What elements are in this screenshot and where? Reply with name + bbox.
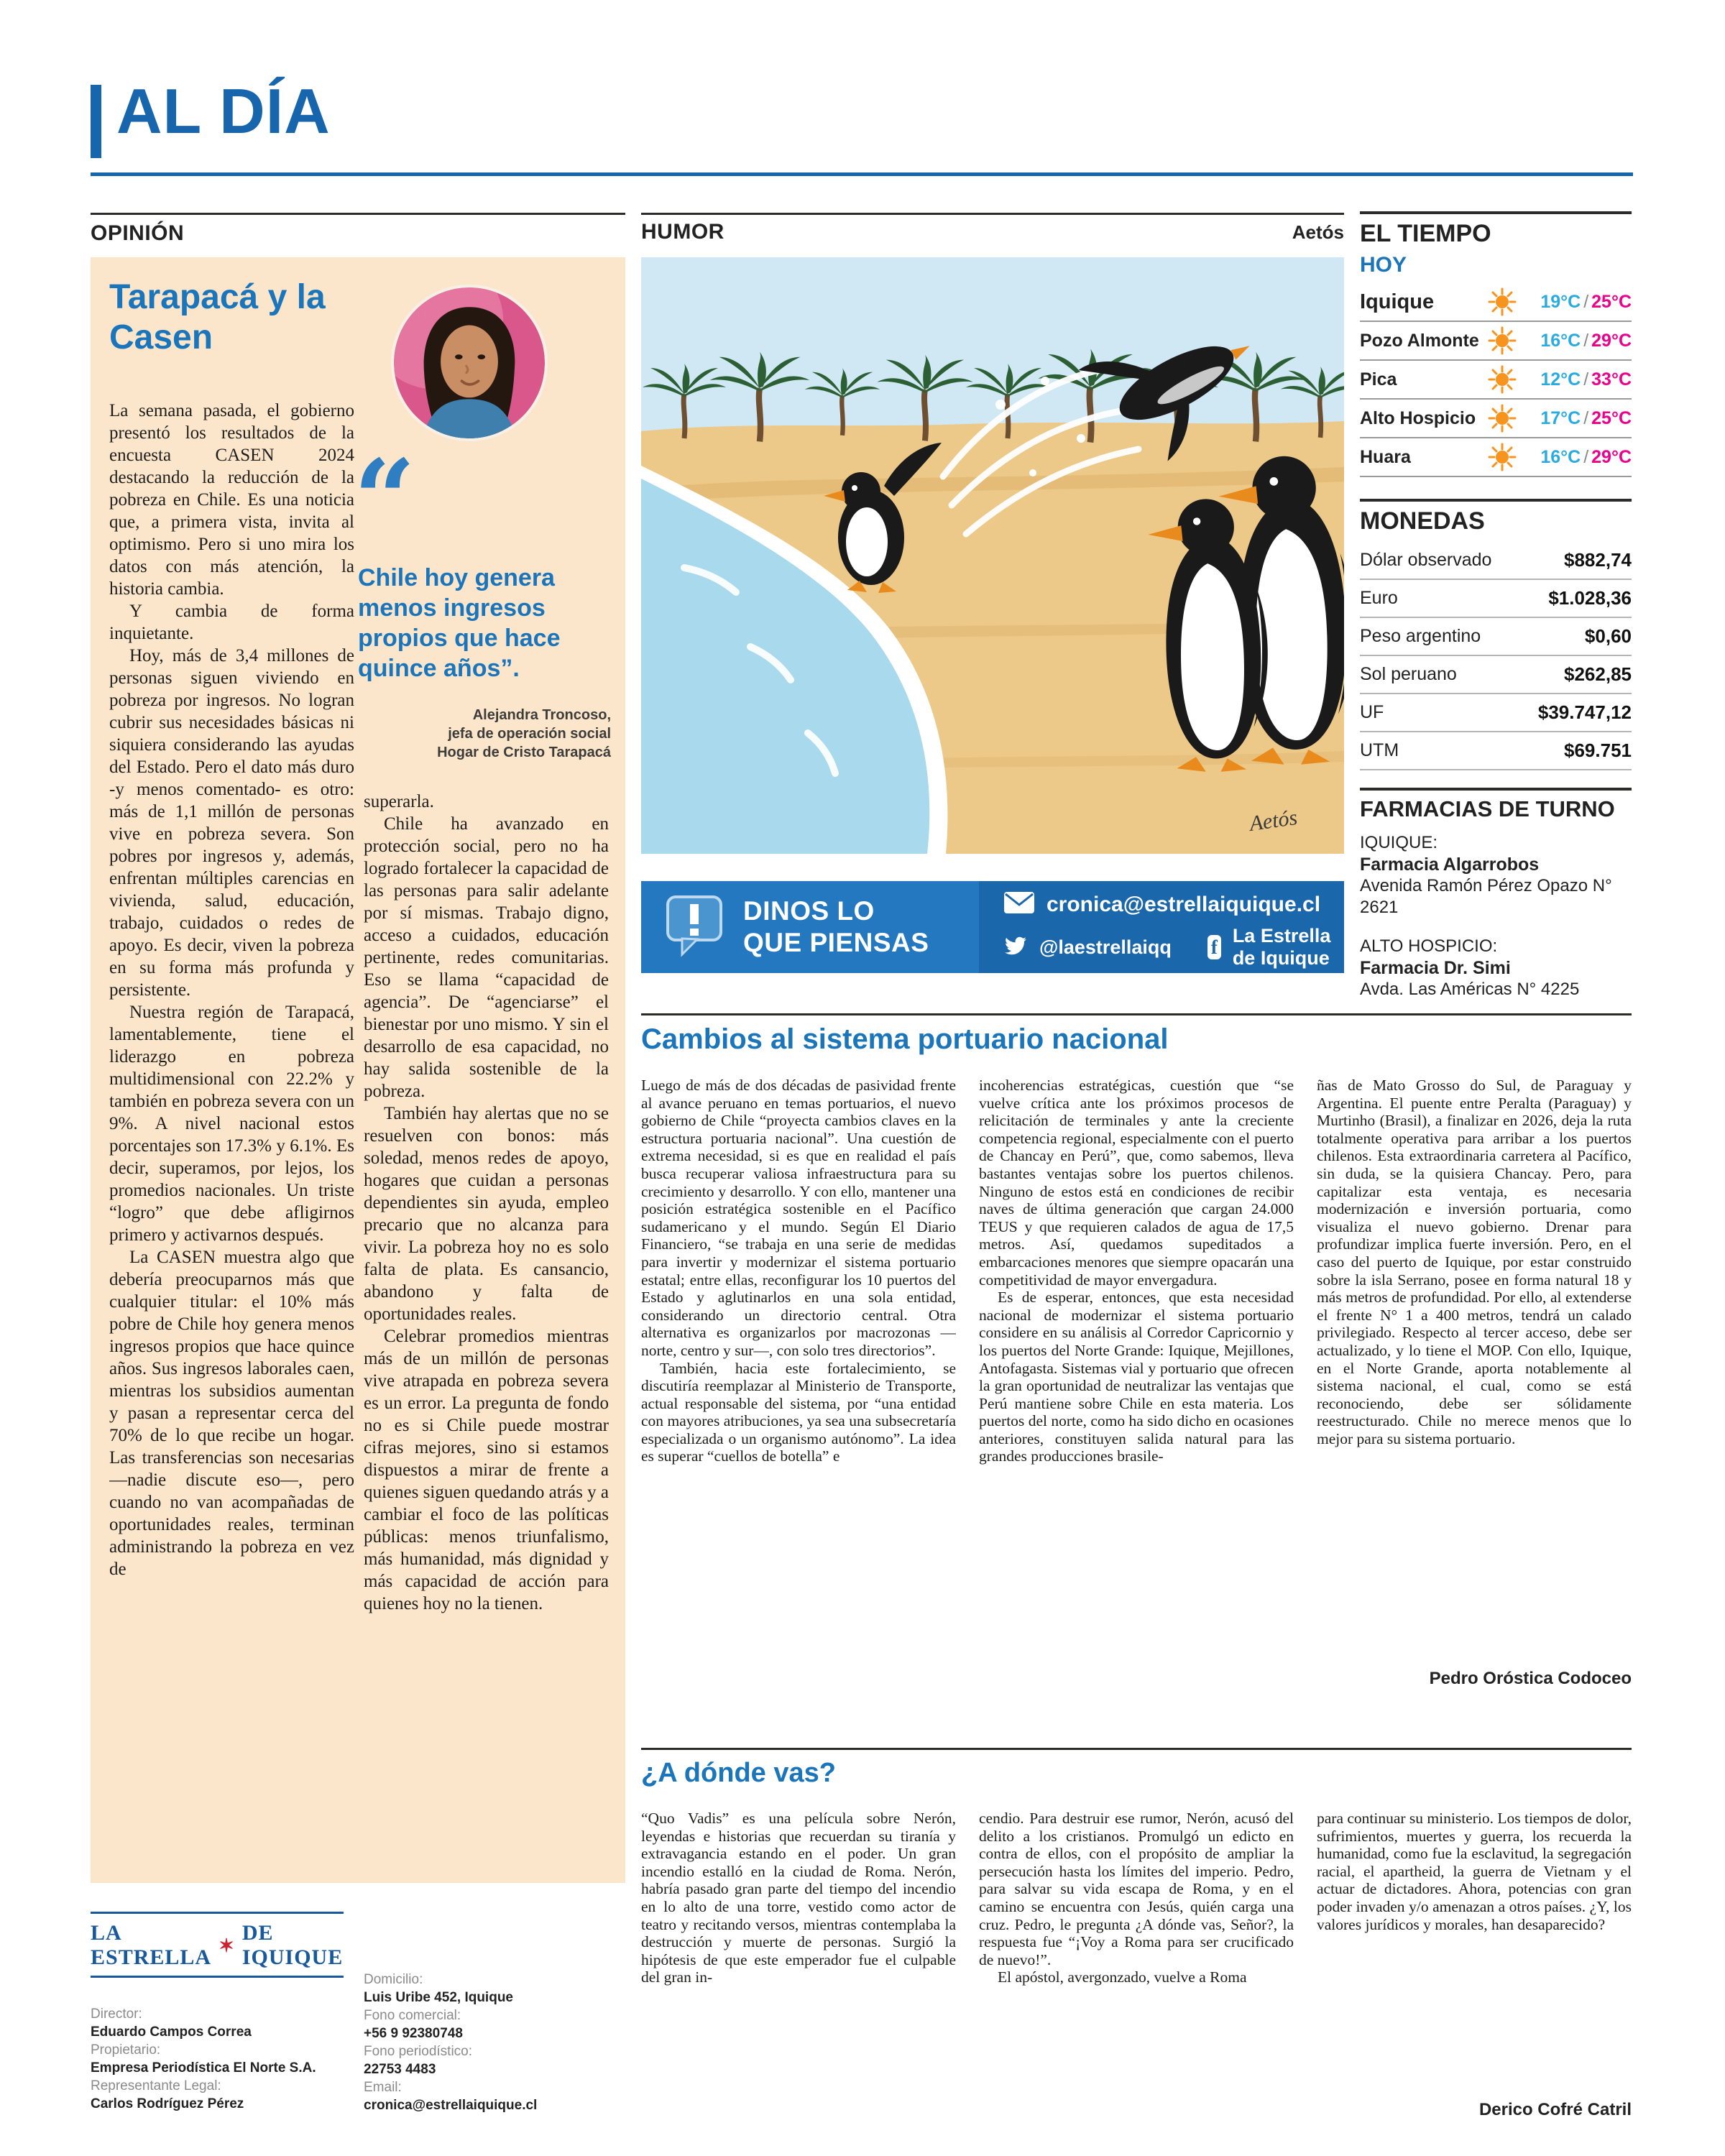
currency-row	[1360, 618, 1632, 656]
opinion-kicker: OPINIÓN	[91, 221, 185, 245]
temp-max: 25°C	[1591, 407, 1632, 428]
currency-row	[1360, 656, 1632, 694]
quovadis-article-rule	[641, 1748, 1632, 1750]
paragraph: incoherencias estratégicas, cuestión que “se vuelve crítica ante los próximos procesos de relicitación de terminales y ante la creciente competencia regional, especialmente con el puerto de Chancay en Perú”, que, como sabemos, lleva bastantes ventajas sobre los puertos chilenos. Ninguno de estos está en condiciones de recibir naves de última generación que cargan 24.000 TEUS y que requieren calados de agua de 17,5 metros. Así, quedamos supeditados a embarcaciones menores que siempre opacarán una competitividad de mayor envergadura.	[979, 1077, 1294, 1289]
temp-max: 29°C	[1591, 446, 1632, 467]
feedback-title-line2: QUE PIENSAS	[743, 928, 929, 957]
facebook-icon: f	[1208, 935, 1221, 959]
paragraph: Hoy, más de 3,4 millones de personas siguen viviendo en pobreza por ingresos. No logran cubrir sus necesidades básicas ni siquiera considerando las ayudas del Estado. Pero el dato más duro -y menos comentado- es otro: más de 1,1 millón de personas vive en pobreza severa. Son pobres por ingresos y, además, enfrentan múltiples carencias en vivienda, salud, educación, trabajo, cuidados o redes de apoyo. Es decir, viven la pobreza en su forma más profunda y persistente.	[109, 646, 354, 1000]
paragraph: Chile ha avanzado en protección social, pero no ha logrado fortalecer la capacidad de las personas para salir adelante por sí mismas. Trabajo digno, acceso a cuidados, educación pertinente, redes comunitarias. Eso se llama “capacidad de agencia”. De “agenciarse” el bienestar por uno mismo. Y sin el desarrollo de esa capacidad, no hay salida sostenible de la pobreza.	[364, 814, 609, 1101]
temp-min: 16°C	[1540, 446, 1581, 467]
currency-label: Euro	[1360, 588, 1398, 608]
weather-temps	[1522, 331, 1632, 351]
humor-rule	[641, 213, 1344, 215]
opinion-title: Tarapacá y la Casen	[109, 278, 326, 356]
currency-label: Dólar observado	[1360, 550, 1492, 570]
section-masthead: AL DÍA	[116, 75, 331, 147]
sun-icon	[1488, 326, 1517, 355]
temp-min: 12°C	[1540, 369, 1581, 390]
quote-attribution	[329, 706, 611, 762]
footer-staff-column	[91, 2005, 316, 2113]
weather-temps	[1522, 292, 1632, 313]
paragraph: Y cambia de forma inquietante.	[109, 602, 354, 643]
pharmacy-city: IQUIQUE:	[1360, 833, 1438, 852]
currency-value: $69.751	[1564, 740, 1632, 761]
feedback-banner-left	[641, 881, 979, 973]
author-portrait-illustration	[394, 287, 545, 438]
sun-icon	[1488, 404, 1517, 433]
temp-max: 33°C	[1591, 369, 1632, 390]
weather-section-title: EL TIEMPO	[1360, 220, 1491, 247]
contact-value: Luis Uribe 452, Iquique	[364, 1990, 513, 2005]
feedback-title	[743, 895, 929, 959]
staff-value: Eduardo Campos Correa	[91, 2024, 252, 2040]
weather-row	[1360, 322, 1632, 361]
paragraph: También, hacia este fortalecimiento, se discutiría reemplazar al Ministerio de Transporte, actual responsable del sistema, por “una entidad con mayores atribuciones, ya sea una subsecretaría especializada o un organismo autónomo”. La idea es superar “cuellos de botella” e	[641, 1359, 956, 1465]
weather-temps	[1522, 408, 1632, 429]
weather-row	[1360, 438, 1632, 477]
currency-label: Sol peruano	[1360, 664, 1457, 684]
staff-value: Empresa Periodística El Norte S.A.	[91, 2060, 316, 2076]
ports-article-column-3	[1317, 1077, 1632, 1664]
currency-label: UTM	[1360, 740, 1399, 760]
weather-city: Iquique	[1360, 290, 1435, 313]
ports-article-title: Cambios al sistema portuario nacional	[641, 1023, 1169, 1055]
opinion-rule	[91, 213, 625, 215]
currency-row	[1360, 694, 1632, 732]
contact-value: +56 9 92380748	[364, 2026, 463, 2041]
quovadis-column-1	[641, 1810, 956, 2097]
twitter-bird-icon	[1003, 935, 1028, 960]
ports-article-byline: Pedro Oróstica Codoceo	[1429, 1669, 1632, 1688]
paragraph: La semana pasada, el gobierno presentó los resultados de la encuesta CASEN 2024 destacando la reducción de la pobreza en Chile. Es una noticia que, a primera vista, invita al optimismo. Pero si uno mira los datos con más atención, la historia cambia.	[109, 401, 354, 599]
contact-label: Email:	[364, 2080, 402, 2095]
quovadis-article-title: ¿A dónde vas?	[641, 1758, 836, 1788]
currencies-rule	[1360, 499, 1632, 502]
paragraph: Celebrar promedios mientras más de un millón de personas vive atrapada en pobreza severa es un error. La pregunta de fondo no es si Chile puede mostrar cifras mejores, sino si estamos dispuestos a mirar de frente a quienes siguen quedando atrás y a cambiar el foco de las políticas públicas: menos triunfalismo, más humanidad, más dignidad y más capacidad de acción para quienes hoy no la tienen.	[364, 1327, 609, 1613]
weather-city: Alto Hospicio	[1360, 407, 1476, 428]
contact-value[interactable]: cronica@estrellaiquique.cl	[364, 2098, 538, 2113]
staff-label: Director:	[91, 2007, 142, 2022]
paragraph: Es de esperar, entonces, que esta necesidad nacional de modernizar el sistema portuario considere en su análisis al Corredor Capricornio y los puertos del Norte Grande: Iquique, Mejillones, Antofagasta. Sistemas vial y portuario que ofrecen la gran oportunidad de neutralizar las ventajas que Perú mantiene sobre Chile en esta materia. Los puertos del norte, como ha sido dicho en ocasiones anteriores, constituyen salida natural para las grandes producciones brasile-	[979, 1289, 1294, 1465]
editorial-cartoon	[641, 257, 1344, 854]
currency-row	[1360, 542, 1632, 580]
pharmacy-entry	[1360, 936, 1632, 1000]
paragraph: El apóstol, avergonzado, vuelve a Roma	[998, 1968, 1247, 1986]
pharmacies-rule	[1360, 788, 1632, 791]
speech-bubble-icon	[663, 893, 726, 962]
envelope-icon	[1003, 891, 1035, 918]
email-row	[1003, 891, 1344, 918]
weather-row	[1360, 361, 1632, 400]
feedback-banner	[641, 881, 1344, 973]
weather-row	[1360, 283, 1632, 322]
paragraph: para continuar su ministerio. Los tiempos de dolor, sufrimientos, muertes y guerra, los recuerda la humanidad, como fue la esclavitud, la segregación racial, el apartheid, la guerra de Vietnam y el actuar de dictadores. Ahora, potencias con gran poder invaden y/o amenazan a otros países. ¿Y, los valores jurídicos y morales, han desaparecido?	[1317, 1810, 1632, 1933]
temp-separator: /	[1583, 369, 1589, 390]
temp-separator: /	[1583, 330, 1589, 351]
humor-kicker: HUMOR	[641, 220, 724, 244]
pharmacy-name: Farmacia Algarrobos	[1360, 854, 1540, 875]
feedback-banner-right	[979, 881, 1344, 973]
attribution-name: Alejandra Troncoso,	[472, 707, 611, 723]
weather-table	[1360, 283, 1632, 477]
paragraph: cendio. Para destruir ese rumor, Nerón, acusó del delito a los cristianos. Promulgó un edicto en contra de ellos, con el propósito de ampliar la persecución hasta los límites del imperio. Pedro, para salvar su vida escapa de Roma, y en el camino se encuentra con Jesús, quién carga una cruz. Pedro, le pregunta ¿A dónde vas, Señor?, la respuesta fue “¡Voy a Roma para ser crucificado de nuevo!”.	[979, 1810, 1294, 1968]
currency-value: $0,60	[1584, 625, 1632, 647]
weather-city: Huara	[1360, 446, 1411, 467]
currency-label: UF	[1360, 702, 1384, 722]
currencies-section-title: MONEDAS	[1360, 507, 1485, 535]
pharmacies-list	[1360, 832, 1632, 1000]
twitter-handle[interactable]: @laestrellaiqq	[1039, 936, 1172, 958]
pharmacy-city: ALTO HOSPICIO:	[1360, 936, 1498, 956]
currencies-table	[1360, 542, 1632, 770]
temp-min: 16°C	[1540, 330, 1581, 351]
pharmacy-name: Farmacia Dr. Simi	[1360, 958, 1511, 978]
weather-city: Pica	[1360, 369, 1397, 390]
paragraph: También hay alertas que no se resuelven con bonos: más soledad, menos redes de apoyo, hogares que cuidan a personas dependientes sin ayuda, empleo precario que no alcanza para vivir. La pobreza hoy no es solo falta de plata. Es cansancio, abandono y falta de oportunidades reales.	[364, 1104, 609, 1324]
temp-max: 29°C	[1591, 330, 1632, 351]
paragraph: Nuestra región de Tarapacá, lamentablemente, tiene el liderazgo en pobreza multidimensional con 22.2% y también en pobreza severa con un 9%. A nivel nacional estos porcentajes son 17.3% y 6.1%. Es decir, superamos, por lejos, los promedios nacionales. Un triste “logro” que debe afligirnos primero y activarnos después.	[109, 1003, 354, 1245]
contact-value: 22753 4483	[364, 2062, 436, 2077]
weather-city: Pozo Almonte	[1360, 330, 1479, 351]
temp-min: 19°C	[1540, 291, 1581, 312]
paragraph: “Quo Vadis” es una película sobre Nerón, leyendas e historias que recuerdan su tiranía y extravagancia estando en el poder. Un gran incendio estalló en la ciudad de Roma. Nerón, habría pasado gran parte del tiempo del incendio en lo alto de una torre, vestido como actor de teatro y recitando versos, mientras contemplaba la destrucción y muerte de personas. Surgió la hipótesis de que este emperador fue el culpable del gran in-	[641, 1810, 956, 1986]
contact-label: Domicilio:	[364, 1972, 423, 1987]
humor-header-row	[641, 220, 1344, 244]
paragraph: ñas de Mato Grosso do Sul, de Paraguay y Argentina. El puente entre Peralta (Paraguay) y Murtinho (Brasil), a finalizar en 2026, deja la ruta totalmente operativa para arribar a los puertos chilenos. Esta extraordinaria carretera al Pacífico, sin duda, se la quisiera Chancay. Pero, para capitalizar esta ventaja, es necesaria modernización e inversión portuaria, como visualiza el nuevo gobierno. Drenar para profundizar implica fuerte inversión. Pero, en el caso del puerto de Iquique, por estar construido sobre la isla Serrano, posee en forma natural 18 y más metros de profundidad. Por ello, al extenderse el frente N° 1 a 400 metros, tendrá un calado privilegiado. Respecto al tercer acceso, debe ser actualizado, y lo tiene el MOP. Con ello, Iquique, en el Norte Grande, aporta notablemente al sistema nacional, el cual, como se está reconociendo, debe ser sólidamente reestructurado. Chile no merece menos que lo mejor para su sistema portuario.	[1317, 1077, 1632, 1447]
temp-max: 25°C	[1591, 291, 1632, 312]
ports-article-column-1	[641, 1077, 956, 1664]
masthead-accent-bar	[91, 85, 101, 158]
opinion-text-column-1	[109, 400, 354, 1864]
currency-label: Peso argentino	[1360, 626, 1481, 646]
weather-temps	[1522, 369, 1632, 390]
quovadis-column-3	[1317, 1810, 1632, 2097]
quovadis-article-byline: Derico Cofré Catril	[1478, 2100, 1632, 2119]
pull-quote: Chile hoy genera menos ingresos propios que hace quince años”.	[358, 564, 561, 682]
paragraph: superarla.	[364, 792, 434, 811]
sun-icon	[1488, 443, 1517, 471]
cartoonist-credit: Aetós	[1292, 221, 1344, 243]
temp-min: 17°C	[1540, 407, 1581, 428]
currency-value: $882,74	[1564, 549, 1632, 571]
opinion-text-column-2	[364, 791, 609, 1864]
currency-value: $1.028,36	[1548, 587, 1632, 609]
staff-label: Propietario:	[91, 2042, 161, 2058]
nameplate-part2: DE IQUIQUE	[242, 1921, 344, 1969]
cartoon-signature: Aetós	[1248, 805, 1299, 836]
contact-label: Fono comercial:	[364, 2008, 461, 2023]
social-row	[1003, 925, 1344, 969]
currency-value: $262,85	[1564, 663, 1632, 685]
masthead-rule	[91, 172, 1633, 176]
staff-label: Representante Legal:	[91, 2078, 221, 2093]
sun-icon	[1488, 287, 1517, 316]
pharmacies-section-title: FARMACIAS DE TURNO	[1360, 796, 1615, 821]
pharmacy-address: Avda. Las Américas N° 4225	[1360, 980, 1580, 999]
temp-separator: /	[1583, 407, 1589, 428]
weather-subsection: HOY	[1360, 253, 1407, 277]
pharmacy-address: Avenida Ramón Pérez Opazo N° 2621	[1360, 876, 1612, 917]
footer-contact-column	[364, 1971, 537, 2114]
ports-article-column-2	[979, 1077, 1294, 1664]
paragraph: La CASEN muestra algo que debería preocuparnos más que cualquier titular: el 10% más pobre de Chile hoy genera menos ingresos propios que hace quince años. Sus ingresos laborales caen, mientras los subsidios aumentan y pasan a representar cerca del 70% de lo que recibe un hogar. Las transferencias son necesarias —nadie discute eso—, pero cuando no van acompañadas de oportunidades reales, terminan administrando la pobreza en vez de	[109, 1248, 354, 1579]
pharmacy-entry	[1360, 832, 1632, 918]
temp-separator: /	[1583, 291, 1589, 312]
facebook-name[interactable]: La Estrella de Iquique	[1232, 925, 1331, 969]
currency-row	[1360, 732, 1632, 770]
feedback-title-line1: DINOS LO	[743, 896, 875, 926]
opinion-article	[91, 257, 625, 1883]
ports-article-rule	[641, 1013, 1632, 1015]
quovadis-column-2	[979, 1810, 1294, 2097]
temp-separator: /	[1583, 446, 1589, 467]
weather-temps	[1522, 447, 1632, 468]
staff-value: Carlos Rodríguez Pérez	[91, 2096, 244, 2111]
pull-quote-mark: “	[354, 436, 416, 563]
nameplate-part1: LA ESTRELLA	[91, 1921, 212, 1969]
currency-row	[1360, 580, 1632, 618]
contact-label: Fono periodístico:	[364, 2044, 473, 2059]
contact-email[interactable]: cronica@estrellaiquique.cl	[1046, 892, 1321, 916]
sun-icon	[1488, 365, 1517, 394]
newspaper-nameplate	[91, 1912, 344, 1978]
nameplate-star-icon: ✶	[218, 1934, 235, 1956]
weather-rule	[1360, 211, 1632, 214]
attribution-org: Hogar de Cristo Tarapacá	[437, 745, 611, 760]
weather-row	[1360, 400, 1632, 438]
currency-value: $39.747,12	[1537, 701, 1632, 723]
attribution-role: jefa de operación social	[448, 726, 611, 742]
author-photo	[391, 285, 548, 441]
paragraph: Luego de más de dos décadas de pasividad frente al avance peruano en temas portuarios, el nuevo gobierno de Chile “proyecta cambios claves en la estructura portuaria nacional”. Una cuestión de extrema necesidad, si es que en realidad el país busca recuperar valiosa infraestructura para su crecimiento y desarrollo. Y con ello, mantener una posición estratégica sostenible en el Pacífico sudamericano y el mundo. Según El Diario Financiero, “se trabaja en una serie de medidas para invertir y modernizar el sistema portuario estatal; entre ellas, reconfigurar los 10 puertos del Estado y aglutinarlos en una sola entidad, considerando un directorio central. Otra alternativa es organizarlos por macrozonas —norte, centro y sur—, con solo tres directorios”.	[641, 1077, 956, 1359]
